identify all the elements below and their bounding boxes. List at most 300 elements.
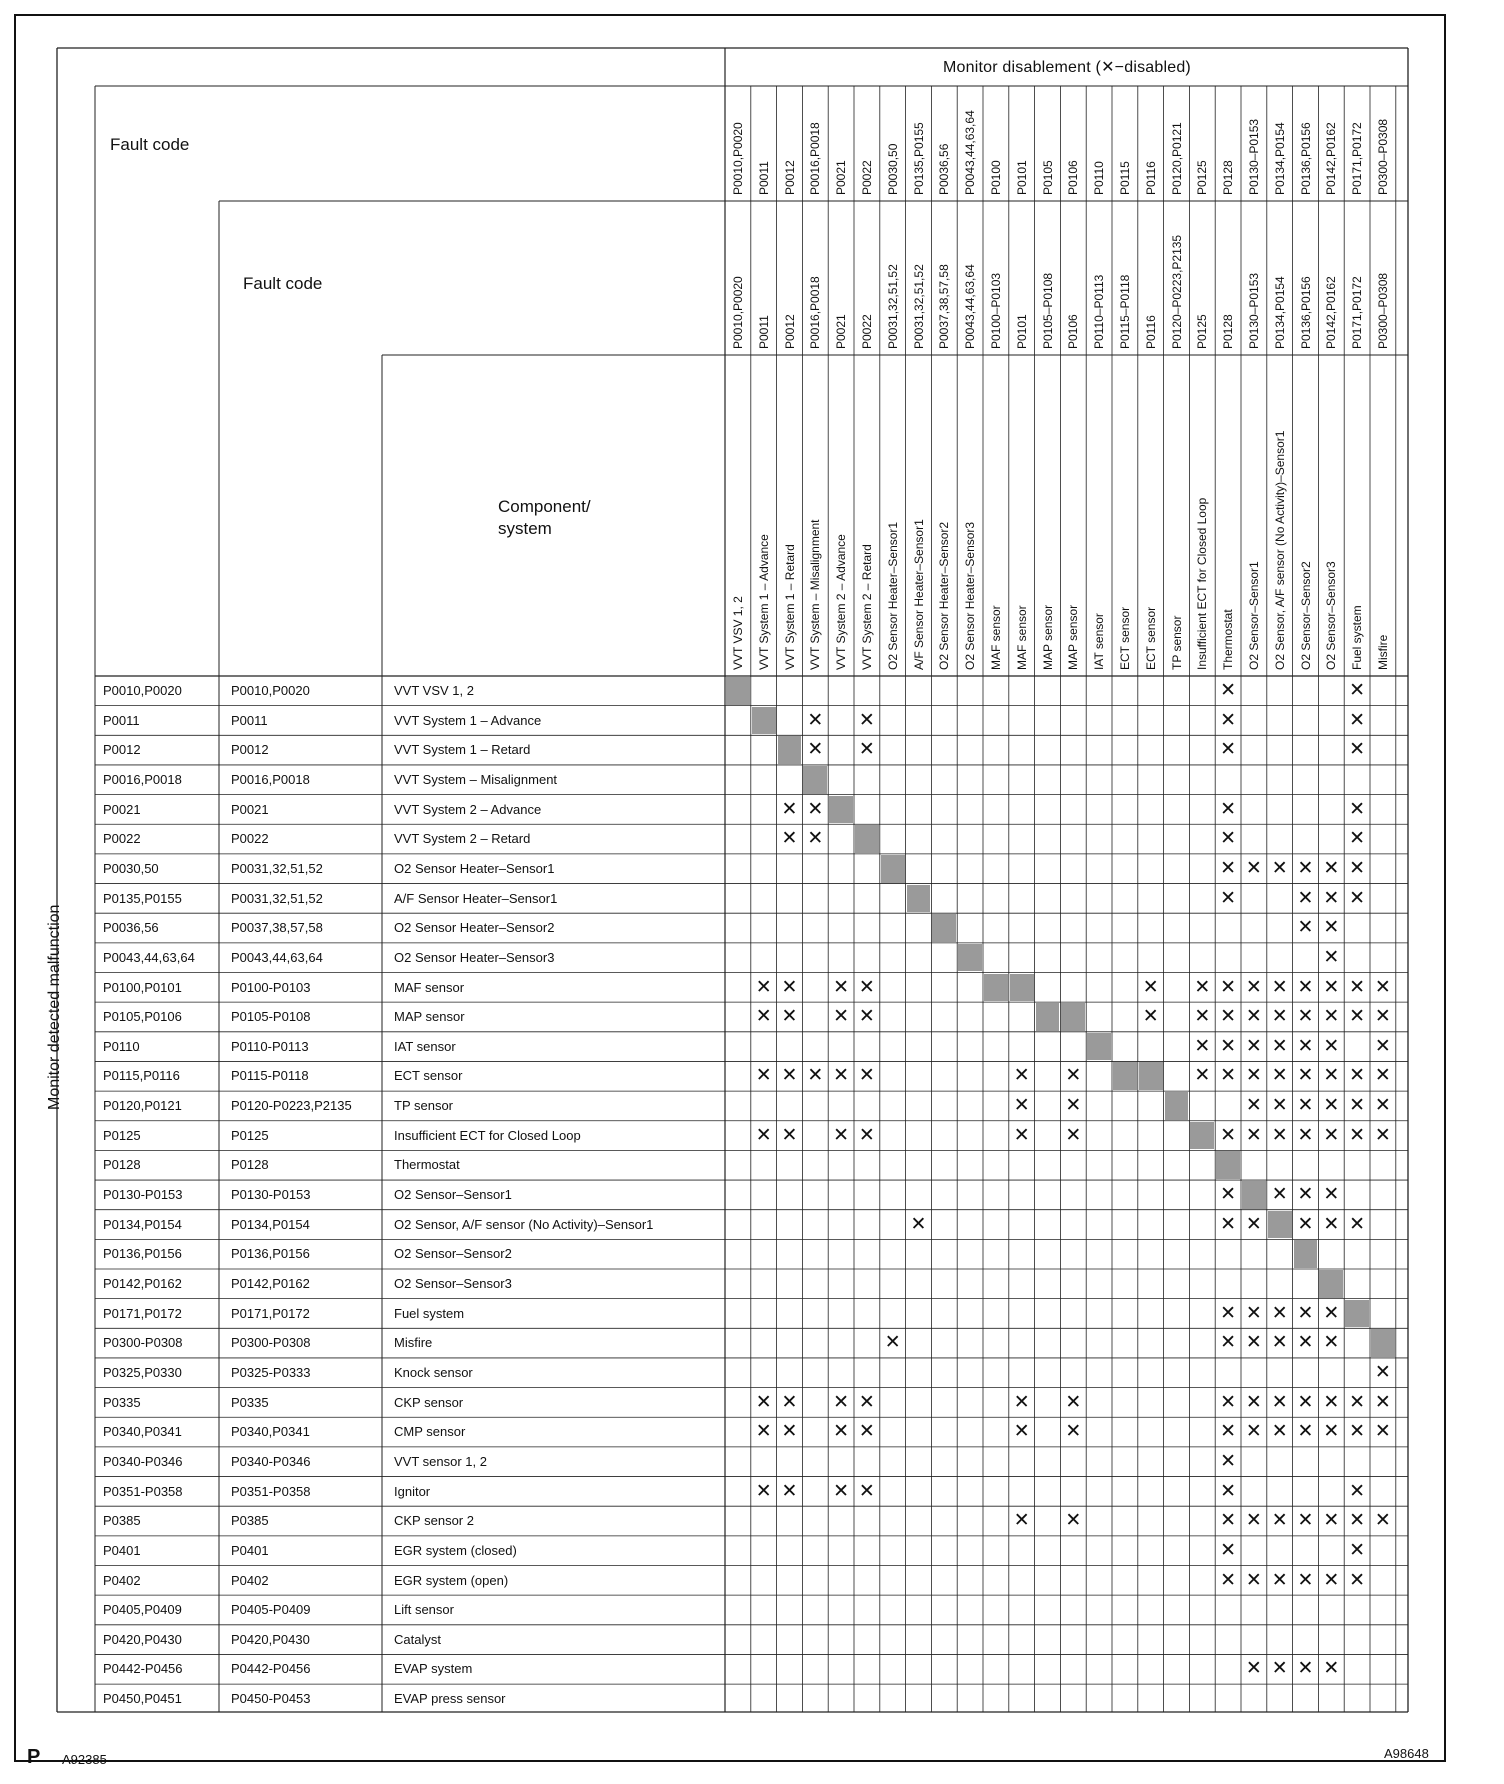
row-code1-cell: P0115,P0116 [103, 1068, 180, 1084]
row-code1-cell: P0022 [103, 831, 141, 847]
column-code1-label: P0116 [1143, 161, 1158, 195]
disabled-mark: ✕ [755, 1421, 772, 1443]
column-component-label: VVT System 2 – Retard [860, 544, 874, 670]
disabled-mark: ✕ [1220, 739, 1237, 761]
disabled-mark: ✕ [1220, 1006, 1237, 1028]
disabled-mark: ✕ [1297, 1510, 1314, 1532]
disabled-mark: ✕ [858, 1421, 875, 1443]
disabled-mark: ✕ [1220, 976, 1237, 998]
column-code2-label: P0021 [834, 314, 849, 349]
row-code1-cell: P0105,P0106 [103, 1009, 182, 1025]
column-code2-label: P0016,P0018 [808, 276, 823, 349]
disabled-mark: ✕ [1271, 857, 1288, 879]
disabled-mark: ✕ [1220, 680, 1237, 701]
disabled-mark: ✕ [807, 798, 824, 820]
row-component-cell: EGR system (open) [394, 1572, 509, 1588]
disabled-mark: ✕ [755, 976, 772, 998]
disabled-mark: ✕ [1194, 1006, 1211, 1028]
row-code1-cell: P0136,P0156 [103, 1246, 182, 1262]
row-code2-cell: P0115-P0118 [231, 1068, 309, 1084]
disabled-mark: ✕ [1349, 680, 1366, 701]
shaded-self-cell [958, 944, 982, 972]
component-header-line2: system [498, 519, 552, 538]
column-code2-label: P0100–P0103 [989, 272, 1003, 349]
disabled-mark: ✕ [1271, 1569, 1288, 1591]
column-code2-label: P0031,32,51,52 [911, 264, 926, 349]
disabled-mark: ✕ [1271, 1006, 1288, 1028]
row-code1-cell: P0125 [103, 1127, 141, 1143]
disabled-mark: ✕ [781, 1124, 798, 1146]
disabled-mark: ✕ [1245, 1035, 1262, 1057]
shaded-self-cell [1165, 1092, 1189, 1120]
disabled-mark: ✕ [1220, 1124, 1237, 1146]
disabled-mark: ✕ [1220, 1302, 1237, 1324]
disabled-mark: ✕ [807, 709, 824, 731]
row-component-cell: O2 Sensor Heater–Sensor2 [394, 920, 555, 936]
column-code1-label: P0101 [1014, 160, 1029, 195]
component-header-line1: Component/ [498, 497, 591, 516]
row-component-cell: O2 Sensor–Sensor2 [394, 1246, 512, 1262]
disabled-mark: ✕ [1297, 917, 1314, 939]
disabled-mark: ✕ [1297, 1391, 1314, 1413]
row-component-cell: EVAP system [394, 1661, 473, 1677]
row-code2-cell: P0125 [231, 1127, 269, 1143]
row-component-cell: TP sensor [394, 1098, 454, 1114]
row-component-cell: VVT System 1 – Retard [394, 742, 531, 758]
row-code1-cell: P0351-P0358 [103, 1483, 183, 1499]
disabled-mark: ✕ [781, 1421, 798, 1443]
disabled-mark: ✕ [1220, 1510, 1237, 1532]
row-component-cell: VVT System 2 – Advance [394, 801, 542, 817]
column-code2-label: P0022 [860, 314, 874, 349]
column-code2-label: P0125 [1195, 314, 1210, 349]
row-code1-cell: P0405,P0409 [103, 1602, 182, 1618]
column-code2-label: P0142,P0162 [1324, 276, 1339, 349]
row-component-cell: IAT sensor [394, 1038, 456, 1054]
disabled-mark: ✕ [1323, 1213, 1340, 1235]
column-code2-label: P0136,P0156 [1298, 276, 1313, 349]
row-code1-cell: P0340,P0341 [103, 1424, 182, 1440]
disabled-mark: ✕ [1245, 1095, 1262, 1117]
column-code1-label: P0043,44,63,64 [963, 110, 978, 195]
disabled-mark: ✕ [1297, 1095, 1314, 1117]
shaded-self-cell [1319, 1270, 1343, 1298]
column-component-label: TP sensor [1169, 615, 1184, 670]
disabled-mark: ✕ [1323, 857, 1340, 879]
row-code1-cell: P0134,P0154 [103, 1216, 182, 1232]
disabled-mark: ✕ [1349, 1065, 1366, 1087]
row-code2-cell: P0405-P0409 [231, 1602, 311, 1618]
row-code1-cell: P0016,P0018 [103, 771, 182, 787]
row-code2-cell: P0385 [231, 1513, 269, 1529]
column-component-label: Misfire [1376, 634, 1390, 670]
column-code1-label: P0021 [834, 160, 849, 195]
disabled-mark: ✕ [1220, 798, 1237, 820]
column-code1-label: P0115 [1118, 161, 1132, 195]
disabled-mark: ✕ [781, 976, 798, 998]
row-code1-cell: P0335 [103, 1394, 141, 1410]
row-code2-cell: P0136,P0156 [231, 1246, 310, 1262]
row-code1-cell: P0300-P0308 [103, 1335, 183, 1351]
disabled-mark: ✕ [1220, 1569, 1237, 1591]
disabled-mark: ✕ [1349, 1391, 1366, 1413]
column-code2-label: P0300–P0308 [1376, 272, 1390, 349]
row-code2-cell: P0012 [231, 742, 269, 758]
row-code2-cell: P0128 [231, 1157, 269, 1173]
column-component-label: MAP sensor [1066, 604, 1081, 670]
disabled-mark: ✕ [1374, 1006, 1391, 1028]
disabled-mark: ✕ [1013, 1095, 1030, 1117]
shaded-self-cell [778, 736, 802, 764]
row-component-cell: Insufficient ECT for Closed Loop [394, 1127, 581, 1143]
disabled-mark: ✕ [755, 1006, 772, 1028]
column-code1-label: P0036,56 [937, 143, 952, 195]
fault-code-header-top: Fault code [110, 135, 190, 154]
row-code1-cell: P0100,P0101 [103, 979, 182, 995]
column-code2-label: P0043,44,63,64 [963, 264, 978, 349]
disabled-mark: ✕ [858, 1065, 875, 1087]
disabled-mark: ✕ [858, 709, 875, 731]
row-code1-cell: P0450,P0451 [103, 1691, 182, 1707]
disabled-mark: ✕ [1220, 1035, 1237, 1057]
disabled-mark: ✕ [1323, 946, 1340, 968]
disabled-mark: ✕ [1271, 1421, 1288, 1443]
row-code1-cell: P0128 [103, 1157, 141, 1173]
row-code1-cell: P0325,P0330 [103, 1364, 182, 1380]
disabled-mark: ✕ [1323, 1035, 1340, 1057]
column-code1-label: P0300–P0308 [1376, 118, 1390, 195]
disabled-mark: ✕ [1323, 1065, 1340, 1087]
column-code2-label: P0031,32,51,52 [885, 264, 900, 349]
disabled-mark: ✕ [833, 976, 850, 998]
disabled-mark: ✕ [1349, 1095, 1366, 1117]
column-code1-label: P0134,P0154 [1272, 122, 1287, 195]
shaded-self-cell [726, 677, 750, 705]
row-code2-cell: P0011 [231, 712, 268, 728]
disabled-mark: ✕ [1220, 1391, 1237, 1413]
row-code1-cell: P0110 [103, 1038, 140, 1054]
column-component-label: O2 Sensor Heater–Sensor1 [885, 521, 900, 670]
shaded-self-cell [1061, 1003, 1085, 1031]
row-code2-cell: P0420,P0430 [231, 1631, 310, 1647]
footer-letter: P [27, 1746, 41, 1768]
shaded-self-cell [803, 766, 827, 794]
column-code2-label: P0110–P0113 [1092, 274, 1107, 349]
column-component-label: VVT System 2 – Advance [834, 534, 849, 670]
shaded-self-cell [1190, 1122, 1214, 1150]
column-code1-label: P0100 [989, 160, 1003, 195]
column-code2-label: P0012 [782, 314, 797, 349]
row-component-cell: ECT sensor [394, 1068, 463, 1084]
disabled-mark: ✕ [1245, 1332, 1262, 1354]
row-code1-cell: P0021 [103, 801, 141, 817]
row-code2-cell: P0142,P0162 [231, 1276, 310, 1291]
row-component-cell: CKP sensor [394, 1394, 464, 1410]
row-code2-cell: P0442-P0456 [231, 1661, 311, 1677]
row-code2-cell: P0340-P0346 [231, 1453, 311, 1469]
column-code2-label: P0171,P0172 [1350, 276, 1365, 349]
column-code1-label: P0106 [1066, 160, 1081, 195]
row-code1-cell: P0043,44,63,64 [103, 949, 195, 965]
row-component-cell: Misfire [394, 1335, 433, 1351]
disabled-mark: ✕ [858, 976, 875, 998]
column-component-label: Thermostat [1221, 609, 1236, 670]
disabled-mark: ✕ [833, 1065, 850, 1087]
footer-right-code: A98648 [1384, 1746, 1429, 1761]
shaded-self-cell [984, 974, 1008, 1002]
disabled-mark: ✕ [1374, 1035, 1391, 1057]
disabled-mark: ✕ [1245, 1302, 1262, 1324]
shaded-self-cell [1010, 974, 1034, 1002]
column-component-label: VVT VSV 1, 2 [731, 596, 745, 670]
column-code2-label: P0120–P0223,P2135 [1169, 234, 1184, 349]
fault-code-header-mid: Fault code [243, 274, 323, 293]
column-component-label: O2 Sensor–Sensor3 [1324, 561, 1339, 670]
disabled-mark: ✕ [1323, 1095, 1340, 1117]
disabled-mark: ✕ [1323, 1124, 1340, 1146]
column-component-label: O2 Sensor, A/F sensor (No Activity)–Sensor1 [1272, 430, 1287, 670]
row-code2-cell: P0130-P0153 [231, 1187, 311, 1203]
disabled-mark: ✕ [1271, 1658, 1288, 1680]
row-code2-cell: P0450-P0453 [231, 1691, 311, 1707]
disabled-mark: ✕ [1271, 1095, 1288, 1117]
row-component-cell: MAF sensor [394, 979, 465, 995]
shaded-self-cell [1216, 1151, 1240, 1179]
disabled-mark: ✕ [1245, 1569, 1262, 1591]
disabled-mark: ✕ [1245, 1510, 1262, 1532]
disabled-mark: ✕ [1220, 1332, 1237, 1354]
row-code2-cell: P0037,38,57,58 [231, 920, 323, 936]
disabled-mark: ✕ [755, 1480, 772, 1502]
column-component-label: VVT System 1 – Retard [782, 544, 797, 670]
row-code2-cell: P0022 [231, 831, 269, 847]
shaded-self-cell [1113, 1062, 1137, 1090]
disabled-mark: ✕ [1323, 917, 1340, 939]
disabled-mark: ✕ [1194, 1035, 1211, 1057]
column-component-label: MAF sensor [989, 605, 1003, 670]
row-component-cell: Catalyst [394, 1631, 441, 1647]
column-component-label: VVT System – Misalignment [808, 519, 823, 670]
disabled-mark: ✕ [1065, 1510, 1082, 1532]
disabled-mark: ✕ [1374, 1065, 1391, 1087]
row-component-cell: VVT System – Misalignment [394, 771, 558, 787]
row-code2-cell: P0105-P0108 [231, 1009, 311, 1025]
row-code2-cell: P0401 [231, 1542, 269, 1558]
disabled-mark: ✕ [1297, 1332, 1314, 1354]
row-code2-cell: P0100-P0103 [231, 979, 311, 995]
row-code1-cell: P0010,P0020 [103, 683, 182, 698]
disabled-mark: ✕ [1297, 1569, 1314, 1591]
disabled-mark: ✕ [1194, 976, 1211, 998]
row-component-cell: O2 Sensor, A/F sensor (No Activity)–Sensor1 [394, 1216, 654, 1232]
disabled-mark: ✕ [1220, 857, 1237, 879]
disabled-mark: ✕ [1220, 1213, 1237, 1235]
disabled-mark: ✕ [1220, 709, 1237, 731]
row-component-cell: Thermostat [394, 1157, 460, 1173]
disabled-mark: ✕ [1271, 1332, 1288, 1354]
disabled-mark: ✕ [1271, 976, 1288, 998]
row-code2-cell: P0021 [231, 801, 269, 817]
row-component-cell: Ignitor [394, 1483, 431, 1499]
disabled-mark: ✕ [1142, 1006, 1159, 1028]
disabled-mark: ✕ [1297, 1658, 1314, 1680]
disabled-mark: ✕ [1323, 1302, 1340, 1324]
disabled-mark: ✕ [833, 1006, 850, 1028]
shaded-self-cell [1268, 1211, 1292, 1239]
disabled-mark: ✕ [1245, 1065, 1262, 1087]
column-component-label: MAP sensor [1040, 604, 1055, 670]
column-component-label: O2 Sensor Heater–Sensor3 [963, 521, 978, 670]
disabled-mark: ✕ [858, 1124, 875, 1146]
column-component-label: O2 Sensor–Sensor1 [1247, 561, 1261, 670]
row-code1-cell: P0135,P0155 [103, 890, 182, 906]
disabled-mark: ✕ [1349, 709, 1366, 731]
disabled-mark: ✕ [1245, 1213, 1262, 1235]
column-component-label: Fuel system [1350, 605, 1365, 670]
disabled-mark: ✕ [1323, 1569, 1340, 1591]
column-code2-label: P0116 [1143, 315, 1158, 349]
disabled-mark: ✕ [781, 1391, 798, 1413]
disabled-mark: ✕ [1271, 1302, 1288, 1324]
shaded-self-cell [1139, 1062, 1163, 1090]
column-code2-label: P0134,P0154 [1272, 276, 1287, 349]
shaded-self-cell [1087, 1033, 1111, 1061]
monitor-disablement-header: Monitor disablement (✕−disabled) [943, 59, 1191, 76]
disabled-mark: ✕ [781, 1006, 798, 1028]
disabled-mark: ✕ [1297, 887, 1314, 909]
disabled-mark: ✕ [1013, 1421, 1030, 1443]
disabled-mark: ✕ [1349, 1006, 1366, 1028]
row-component-cell: VVT sensor 1, 2 [394, 1453, 487, 1469]
disabled-mark: ✕ [1065, 1065, 1082, 1087]
column-code1-label: P0136,P0156 [1298, 122, 1313, 195]
footer-left-code: A92385 [62, 1752, 107, 1767]
column-component-label: VVT System 1 – Advance [756, 534, 771, 670]
disabled-mark: ✕ [1349, 1421, 1366, 1443]
disabled-mark: ✕ [884, 1332, 901, 1354]
disabled-mark: ✕ [1297, 1035, 1314, 1057]
disabled-mark: ✕ [1374, 976, 1391, 998]
disabled-mark: ✕ [1323, 1006, 1340, 1028]
column-code1-label: P0125 [1195, 160, 1210, 195]
disabled-mark: ✕ [833, 1124, 850, 1146]
disabled-mark: ✕ [1323, 1391, 1340, 1413]
disabled-mark: ✕ [1245, 857, 1262, 879]
shaded-self-cell [1345, 1300, 1369, 1328]
disabled-mark: ✕ [833, 1480, 850, 1502]
disabled-mark: ✕ [1297, 1065, 1314, 1087]
disabled-mark: ✕ [1374, 1361, 1391, 1383]
disabled-mark: ✕ [1220, 1421, 1237, 1443]
disabled-mark: ✕ [1220, 1450, 1237, 1472]
shaded-self-cell [1294, 1240, 1318, 1268]
disabled-mark: ✕ [755, 1065, 772, 1087]
row-code2-cell: P0300-P0308 [231, 1335, 311, 1351]
row-code1-cell: P0401 [103, 1542, 141, 1558]
disabled-mark: ✕ [1323, 1421, 1340, 1443]
row-code1-cell: P0130-P0153 [103, 1187, 183, 1203]
column-code2-label: P0011 [756, 315, 771, 349]
disabled-mark: ✕ [1374, 1510, 1391, 1532]
row-code2-cell: P0351-P0358 [231, 1483, 311, 1499]
column-code1-label: P0016,P0018 [808, 122, 823, 195]
row-component-cell: CMP sensor [394, 1424, 466, 1440]
shaded-self-cell [1371, 1329, 1395, 1357]
column-code1-label: P0120,P0121 [1169, 122, 1184, 195]
column-component-label: Insufficient ECT for Closed Loop [1195, 497, 1210, 670]
disabled-mark: ✕ [781, 828, 798, 850]
disabled-mark: ✕ [807, 1065, 824, 1087]
column-component-label: IAT sensor [1092, 613, 1107, 670]
row-component-cell: O2 Sensor Heater–Sensor1 [394, 860, 555, 876]
row-code1-cell: P0120,P0121 [103, 1098, 182, 1114]
disabled-mark: ✕ [1245, 976, 1262, 998]
disabled-mark: ✕ [1245, 1658, 1262, 1680]
disabled-mark: ✕ [1349, 1510, 1366, 1532]
disabled-mark: ✕ [1349, 887, 1366, 909]
disabled-mark: ✕ [1349, 1539, 1366, 1561]
disabled-mark: ✕ [910, 1213, 927, 1235]
row-code2-cell: P0402 [231, 1572, 269, 1588]
disabled-mark: ✕ [1297, 1302, 1314, 1324]
disabled-mark: ✕ [1013, 1510, 1030, 1532]
disabled-mark: ✕ [807, 739, 824, 761]
disabled-mark: ✕ [1297, 1124, 1314, 1146]
row-code2-cell: P0016,P0018 [231, 771, 310, 787]
column-component-label: O2 Sensor Heater–Sensor2 [937, 521, 952, 670]
row-code1-cell: P0340-P0346 [103, 1453, 183, 1469]
shaded-self-cell [855, 825, 879, 853]
shaded-self-cell [1036, 1003, 1060, 1031]
disabled-mark: ✕ [1142, 976, 1159, 998]
column-code2-label: P0106 [1066, 314, 1081, 349]
disabled-mark: ✕ [1349, 798, 1366, 820]
disabled-mark: ✕ [1349, 1569, 1366, 1591]
row-code1-cell: P0142,P0162 [103, 1276, 182, 1291]
disabled-mark: ✕ [1323, 1184, 1340, 1206]
row-code2-cell: P0031,32,51,52 [231, 860, 323, 876]
disabled-mark: ✕ [1245, 1421, 1262, 1443]
disabled-mark: ✕ [1349, 1213, 1366, 1235]
disabled-mark: ✕ [1013, 1391, 1030, 1413]
disabled-mark: ✕ [1323, 1332, 1340, 1354]
row-code2-cell: P0043,44,63,64 [231, 949, 323, 965]
disabled-mark: ✕ [1323, 1510, 1340, 1532]
row-component-cell: Lift sensor [394, 1602, 454, 1618]
row-code2-cell: P0134,P0154 [231, 1216, 310, 1232]
column-code1-label: P0022 [860, 160, 874, 195]
shaded-self-cell [829, 796, 853, 824]
disabled-mark: ✕ [1349, 1124, 1366, 1146]
row-component-cell: VVT System 1 – Advance [394, 712, 542, 728]
disabled-mark: ✕ [1323, 1658, 1340, 1680]
disabled-mark: ✕ [1245, 1391, 1262, 1413]
row-component-cell: EGR system (closed) [394, 1542, 517, 1558]
disabled-mark: ✕ [781, 798, 798, 820]
row-component-cell: O2 Sensor Heater–Sensor3 [394, 949, 555, 965]
column-code1-label: P0105 [1040, 160, 1055, 195]
shaded-self-cell [881, 855, 905, 883]
row-code2-cell: P0110-P0113 [231, 1038, 309, 1054]
column-code1-label: P0011 [756, 161, 771, 195]
disabled-mark: ✕ [1271, 1510, 1288, 1532]
row-component-cell: A/F Sensor Heater–Sensor1 [394, 890, 558, 906]
column-code2-label: P0037,38,57,58 [937, 264, 952, 349]
disabled-mark: ✕ [1065, 1391, 1082, 1413]
row-component-cell: VVT System 2 – Retard [394, 831, 531, 847]
disabled-mark: ✕ [1220, 1065, 1237, 1087]
column-code2-label: P0101 [1014, 314, 1029, 349]
